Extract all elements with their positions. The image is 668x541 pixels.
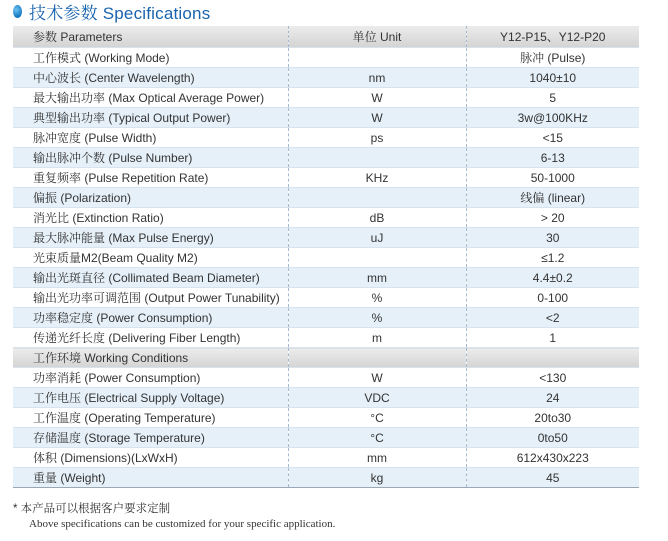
section-blank xyxy=(288,348,466,368)
table-row xyxy=(13,388,639,408)
value-cell: 3w@100KHz xyxy=(466,108,639,128)
unit-cell: dB xyxy=(288,208,466,228)
table-row xyxy=(13,288,639,308)
header-model: Y12-P15、Y12-P20 xyxy=(466,26,639,48)
table-row xyxy=(13,268,639,288)
value-cell: 5 xyxy=(466,88,639,108)
unit-cell: m xyxy=(288,328,466,348)
unit-cell: nm xyxy=(288,68,466,88)
table-row xyxy=(13,428,639,448)
unit-cell: W xyxy=(288,88,466,108)
unit-cell: mm xyxy=(288,448,466,468)
unit-cell: W xyxy=(288,368,466,388)
value-cell: ≤1.2 xyxy=(466,248,639,268)
table-row xyxy=(13,368,639,388)
param-cell: 中心波长 (Center Wavelength) xyxy=(13,68,288,88)
table-row xyxy=(13,168,639,188)
section-blank xyxy=(466,348,639,368)
value-cell: > 20 xyxy=(466,208,639,228)
table-row xyxy=(13,468,639,488)
param-cell: 最大输出功率 (Max Optical Average Power) xyxy=(13,88,288,108)
unit-cell xyxy=(288,248,466,268)
table-row xyxy=(13,68,639,88)
value-cell: 24 xyxy=(466,388,639,408)
value-cell: 1 xyxy=(466,328,639,348)
value-cell: 50-1000 xyxy=(466,168,639,188)
unit-cell: KHz xyxy=(288,168,466,188)
param-cell: 体积 (Dimensions)(LxWxH) xyxy=(13,448,288,468)
param-cell: 传递光纤长度 (Delivering Fiber Length) xyxy=(13,328,288,348)
value-cell: 30 xyxy=(466,228,639,248)
specifications-table xyxy=(13,26,639,488)
section-title: 工作环境 Working Conditions xyxy=(13,348,288,368)
note-chinese: * 本产品可以根据客户要求定制 xyxy=(13,503,171,515)
unit-cell: % xyxy=(288,308,466,328)
param-cell: 消光比 (Extinction Ratio) xyxy=(13,208,288,228)
param-cell: 输出光斑直径 (Collimated Beam Diameter) xyxy=(13,268,288,288)
value-cell: <15 xyxy=(466,128,639,148)
value-cell: <2 xyxy=(466,308,639,328)
param-cell: 存储温度 (Storage Temperature) xyxy=(13,428,288,448)
param-cell: 最大脉冲能量 (Max Pulse Energy) xyxy=(13,228,288,248)
unit-cell: ps xyxy=(288,128,466,148)
param-cell: 典型输出功率 (Typical Output Power) xyxy=(13,108,288,128)
section-heading xyxy=(13,0,210,22)
value-cell: <130 xyxy=(466,368,639,388)
heading-title: 技术参数 Specifications xyxy=(29,3,211,23)
header-unit: 单位 Unit xyxy=(288,26,466,48)
unit-cell xyxy=(288,148,466,168)
section-header-row xyxy=(13,348,639,368)
value-cell: 脉冲 (Pulse) xyxy=(466,48,639,68)
value-cell: 0-100 xyxy=(466,288,639,308)
unit-cell: kg xyxy=(288,468,466,488)
table-header-row xyxy=(13,26,639,48)
table-row xyxy=(13,308,639,328)
param-cell: 功率消耗 (Power Consumption) xyxy=(13,368,288,388)
unit-cell xyxy=(288,188,466,208)
table-row xyxy=(13,448,639,468)
table-row xyxy=(13,148,639,168)
value-cell: 45 xyxy=(466,468,639,488)
unit-cell xyxy=(288,48,466,68)
param-cell: 重量 (Weight) xyxy=(13,468,288,488)
unit-cell: °C xyxy=(288,428,466,448)
value-cell: 612x430x223 xyxy=(466,448,639,468)
table-row xyxy=(13,228,639,248)
table-row xyxy=(13,208,639,228)
param-cell: 光束质量M2(Beam Quality M2) xyxy=(13,248,288,268)
table-row xyxy=(13,128,639,148)
unit-cell: mm xyxy=(288,268,466,288)
param-cell: 工作电压 (Electrical Supply Voltage) xyxy=(13,388,288,408)
value-cell: 6-13 xyxy=(466,148,639,168)
unit-cell: % xyxy=(288,288,466,308)
table-row xyxy=(13,48,639,68)
table-row xyxy=(13,88,639,108)
param-cell: 功率稳定度 (Power Consumption) xyxy=(13,308,288,328)
param-cell: 工作温度 (Operating Temperature) xyxy=(13,408,288,428)
param-cell: 输出脉冲个数 (Pulse Number) xyxy=(13,148,288,168)
note-english: Above specifications can be customized for your specific application. xyxy=(29,518,336,530)
param-cell: 偏振 (Polarization) xyxy=(13,188,288,208)
value-cell: 20to30 xyxy=(466,408,639,428)
table-row xyxy=(13,248,639,268)
unit-cell: VDC xyxy=(288,388,466,408)
value-cell: 线偏 (linear) xyxy=(466,188,639,208)
unit-cell: W xyxy=(288,108,466,128)
value-cell: 1040±10 xyxy=(466,68,639,88)
table-row xyxy=(13,328,639,348)
value-cell: 0to50 xyxy=(466,428,639,448)
header-param: 参数 Parameters xyxy=(13,26,288,48)
table-row xyxy=(13,188,639,208)
param-cell: 重复频率 (Pulse Repetition Rate) xyxy=(13,168,288,188)
param-cell: 输出光功率可调范围 (Output Power Tunability) xyxy=(13,288,288,308)
param-cell: 工作模式 (Working Mode) xyxy=(13,48,288,68)
param-cell: 脉冲宽度 (Pulse Width) xyxy=(13,128,288,148)
value-cell: 4.4±0.2 xyxy=(466,268,639,288)
table-row xyxy=(13,108,639,128)
unit-cell: °C xyxy=(288,408,466,428)
bullet-dot-icon xyxy=(13,5,22,18)
unit-cell: uJ xyxy=(288,228,466,248)
table-row xyxy=(13,408,639,428)
